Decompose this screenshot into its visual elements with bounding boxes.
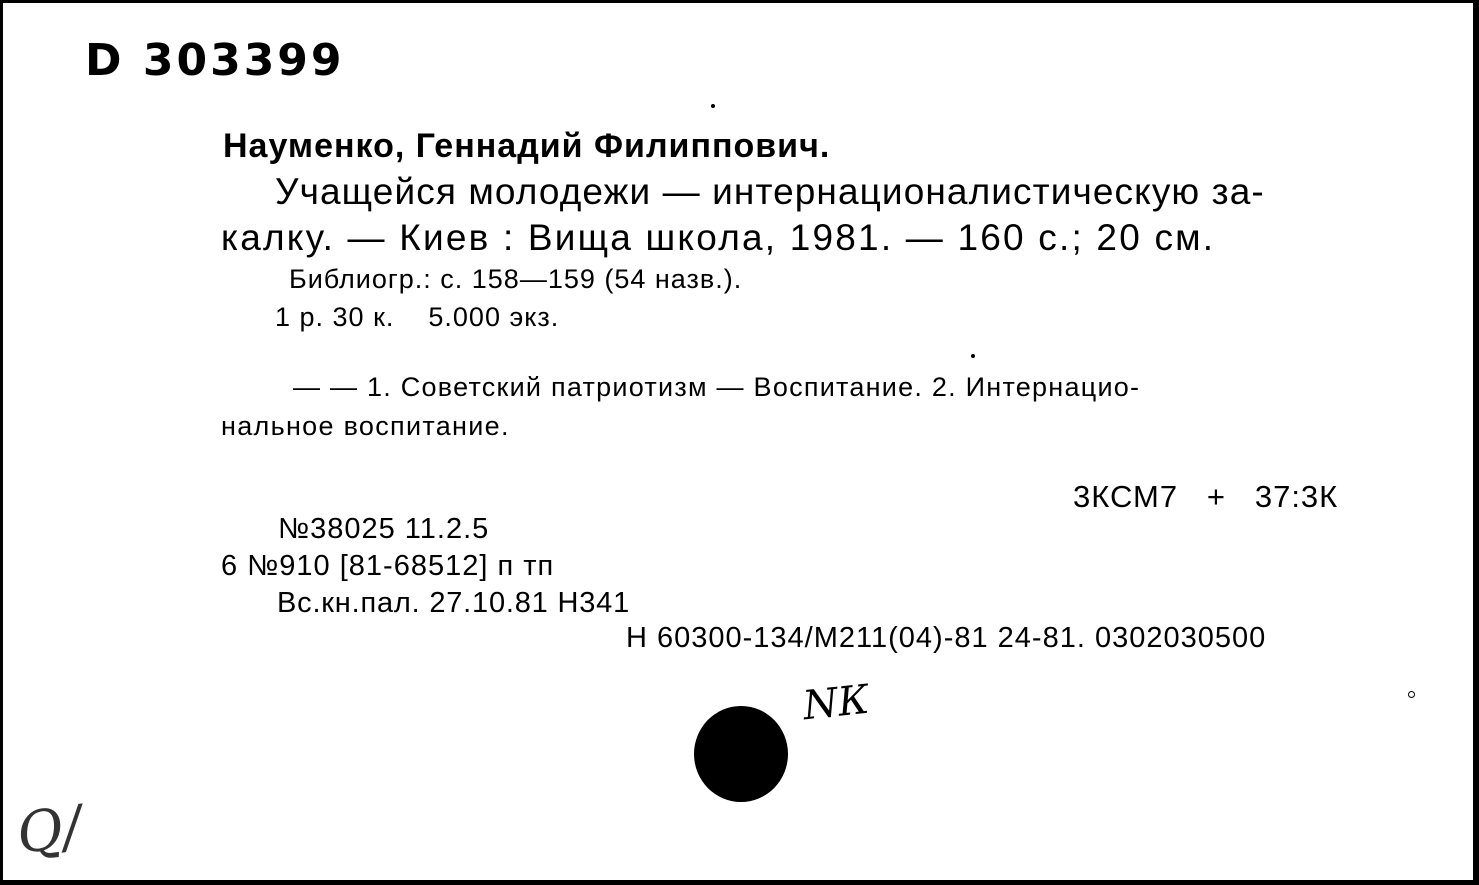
punch-hole xyxy=(694,706,788,802)
classification-index: 3КСМ7 + 37:3К xyxy=(1073,479,1339,514)
speck xyxy=(971,354,975,358)
handwritten-mark: NК xyxy=(800,676,872,730)
price-and-run: 1 р. 30 к. 5.000 экз. xyxy=(275,302,560,332)
speck xyxy=(1408,691,1415,698)
inventory-number: D 303399 xyxy=(85,35,345,86)
title-line-1: Учащейся молодежи — интернационалистическую за- xyxy=(275,171,1265,212)
speck xyxy=(711,104,715,108)
title-line-2: калку. — Киев : Вища школа, 1981. — 160 с.; 20 см. xyxy=(221,217,1216,258)
bibliography-note: Библиогр.: с. 158—159 (54 назв.). xyxy=(289,264,743,294)
print-line: 6 №910 [81-68512] п тп xyxy=(221,550,555,582)
subjects-line-2: нальное воспитание. xyxy=(221,411,510,441)
catalog-code: Н 60300-134/М211(04)-81 24-81. 0302030500 xyxy=(626,622,1267,654)
order-number: №38025 11.2.5 xyxy=(278,513,490,545)
chamber-line: Вс.кн.пал. 27.10.81 Н341 xyxy=(277,587,630,619)
corner-signature: Q/ xyxy=(12,793,86,868)
subjects-line-1: — — 1. Советский патриотизм — Воспитание. 2. Интернацио- xyxy=(293,372,1141,402)
author-heading: Науменко, Геннадий Филиппович. xyxy=(223,127,831,165)
